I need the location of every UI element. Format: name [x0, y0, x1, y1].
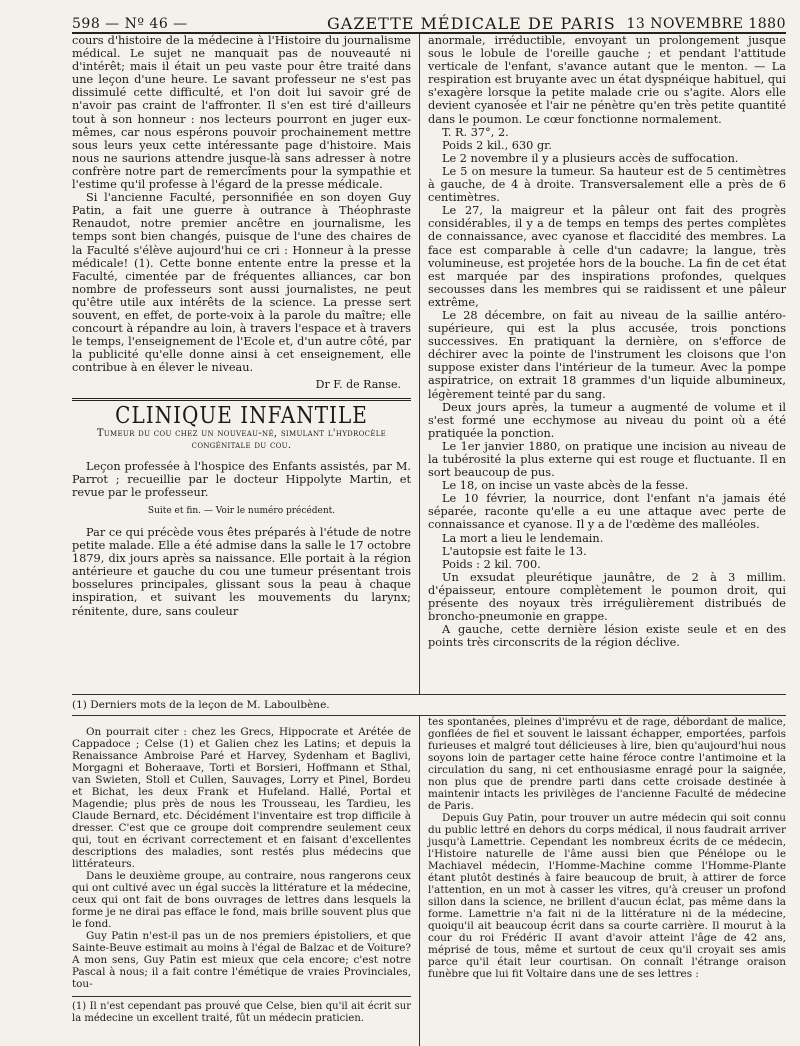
paragraph: La mort a lieu le lendemain. [442, 531, 604, 545]
upper-right-column [420, 34, 786, 694]
paragraph: Un exsudat pleurétique jaunâtre, de 2 à 3 millim. d'épaisseur, entoure complètement le poumon droit, qui présente des noyaux très irrégulièrement distribués de broncho-pneumonie en grappe. [428, 570, 786, 624]
paragraph: Le 1er janvier 1880, on pratique une incision au niveau de la tubérosité la plus externe qui est rouge et fluctuante. Il en sort beaucoup de pus. [428, 439, 786, 480]
paragraph: cours d'histoire de la médecine à l'Histoire du journalisme médical. Le sujet ne manquait pas de nouveauté ni d'intérêt; mais il était un peu vaste pour être traité dans une leçon d'une heure. Le savant professeur ne s'est pas dissimulé cette difficulté, et l'on doit lui savoir gré de n'avoir pas craint de l'affronter. Il s'en est tiré d'ailleurs tout à son honneur : nos lecteurs pourront en juger eux-mêmes, car nous espérons pouvoir prochainement mettre sous leurs yeux cette intéressante page d'histoire. Mais nous ne saurions attendre jusque-là sans adresser à notre confrère notre part de remercîments pour la sympathie et l'estime qu'il professe à l'égard de la presse médicale. [72, 34, 411, 192]
paragraph: Le 28 décembre, on fait au niveau de la saillie antéro-supérieure, qui est la plus accusée, trois ponctions successives. En pratiquant la dernière, on s'efforce de déchirer avec la pointe de l'instrument les cloisons que l'on suppose exister dans l'intérieur de la tumeur. Avec la pompe aspiratrice, on extrait 18 grammes d'un liquide albumineux, légèrement teinté par du sang. [428, 308, 786, 401]
paragraph: tes spontanées, pleines d'imprévu et de rage, débordant de malice, gonflées de fiel et souvent le laissant échapper, emportées, parfois furieuses et malgré tout délicieuses à lire, bien qu'aujourd'hui nous soyons loin de partager cette haine féroce contre l'antimoine et la circulation du sang, ni cet enthousiasme enragé pour la saignée, non plus que de prendre parti dans cette croisade destinée à maintenir intacts les privilèges de l'ancienne Faculté de médecine de Paris. [428, 716, 786, 812]
paragraph: T. R. 37°, 2. [442, 125, 509, 139]
paragraph: Poids : 2 kil. 700. [442, 557, 541, 571]
paragraph: Le 2 novembre il y a plusieurs accès de suffocation. [442, 151, 739, 165]
paragraph: Si l'ancienne Faculté, personnifiée en son doyen Guy Patin, a fait une guerre à outrance à Théophraste Renaudot, notre premier ancêtre en journalisme, les temps sont bien changés, puisque de l'une des chaires de la Faculté s'élève aujourd'hui ce cri : Honneur à la presse médicale! (1). Cette bonne entente entre la presse et la Faculté, cimentée par de fréquentes alliances, car bon nombre de professeurs sont aussi journalistes, ne peut qu'être utile aux intérêts de la science. La presse sert souvent, en effet, de porte-voix à la parole du maître; elle concourt à répandre au loin, à travers l'espace et à travers le temps, l'enseignement de l'Ecole et, d'un autre côté, par la publicité qu'elle donne ainsi à cet enseignement, elle contribue à en élever le niveau. [72, 191, 411, 375]
paragraph: Le 27, la maigreur et la pâleur ont fait des progrès considérables, il y a de temps en temps des pertes complètes de connaissance, avec cyanose et flaccidité des membres. La face est comparable à celle d'un cadavre; la langue, très volumineuse, est projetée hors de la bouche. La fin de cet état est marquée par des inspirations profondes, quelques secousses dans les membres qui se raidissent et une pâleur extrême, [428, 204, 786, 309]
article-subtitle: Tumeur du cou chez un nouveau-né, simulant l'hydrocèle congénitale du cou. [96, 427, 387, 451]
footnote: (1) Il n'est cependant pas prouvé que Celse, bien qu'il ait écrit sur la médecine un excellent traité, fût un médecin praticien. [72, 996, 411, 1025]
paragraph: Le 10 février, la nourrice, dont l'enfant n'a jamais été séparée, raconte qu'elle a eu une attaque avec perte de connaissance et cyanose. Il y a de l'œdème des malléoles. [428, 492, 786, 532]
paragraph: Deux jours après, la tumeur a augmenté de volume et il s'est formé une ecchymose au niveau du point où a été pratiquée la ponction. [428, 400, 786, 440]
paragraph: A gauche, cette dernière lésion existe seule et en des points très circonscrits de la région déclive. [428, 623, 786, 650]
paragraph: anormale, irréductible, envoyant un prolongement jusque sous le lobule de l'oreille gauche ; et pendant l'attitude verticale de l'enfant, s'avance autant que le menton. — La respiration est bruyante avec un état dyspnéique habituel, qui s'exagère lorsque la petite malade crie ou s'agite. Alors elle devient cyanosée et l'air ne pénètre qu'en très petite quantité dans le poumon. Le cœur fonctionne normalement. [428, 34, 786, 126]
footnote: (1) Derniers mots de la leçon de M. Laboulbène. [72, 695, 786, 716]
section-title: CLINIQUE INFANTILE [115, 400, 368, 429]
lower-right-column [420, 716, 786, 1046]
paragraph: Le 18, on incise un vaste abcès de la fesse. [442, 479, 689, 493]
upper-section [72, 34, 786, 695]
upper-left-column [72, 34, 420, 694]
author-signature: Dr F. de Ranse. [315, 378, 401, 392]
lower-left-column [72, 716, 420, 1046]
paragraph: Poids 2 kil., 630 gr. [442, 138, 552, 152]
journal-title: GAZETTE MÉDICALE DE PARIS [327, 14, 616, 33]
paragraph: L'autopsie est faite le 13. [442, 544, 587, 558]
paragraph: Depuis Guy Patin, pour trouver un autre médecin qui soit connu du public lettré en dehors du corps médical, il nous faudrait arriver jusqu'à Lamettrie. Cependant les nombreux écrits de ce médecin, l'Histoire naturelle de l'âme aussi bien que Pénélope ou le Machiavel médecin, l'Homme-Machine comme l'Homme-Plante étant plutôt destinés à faire beaucoup de bruit, à attirer de force l'attention, en un mot à casser les vitres, qu'à creuser un profond sillon dans la science, ne brillent d'aucun éclat, pas même dans la forme. Lamettrie n'a fait ni de la littérature ni de la médecine, quoiqu'il ait beaucoup écrit dans sa courte carrière. Il mourut à la cour du roi Frédéric II avant d'avoir atteint l'âge de 42 ans, méprisé de tous, même et surtout de ceux qu'il croyait ses amis parce qu'il était leur courtisan. On connaît l'étrange oraison funèbre que lui fit Voltaire dans une de ses lettres : [428, 812, 786, 980]
section-divider [72, 398, 411, 401]
lower-section [72, 716, 786, 1046]
paragraph: Guy Patin n'est-il pas un de nos premiers épistoliers, et que Sainte-Beuve estimait au moins à l'égal de Balzac et de Voiture? A mon sens, Guy Patin est mieux que cela encore; c'est notre Pascal à nous; il a fait contre l'émétique de vraies Provinciales, tou- [72, 930, 411, 990]
paragraph: On pourrait citer : chez les Grecs, Hippocrate et Arétée de Cappadoce ; Celse (1) et Galien chez les Latins; et depuis la Renaissance Ambroise Paré et Harvey, Sydenham et Baglivi, Morgagni et Boheraave, Torti et Borsieri, Hoffmann et Sthal, van Swieten, Stoll et Cullen, Sauvages, Lorry et Pinel, Bordeu et Bichat, les deux Frank et Hufeland. Hallé, Portal et Magendie; plus près de nous les Trousseau, les Tardieu, les Claude Bernard, etc. Décidément l'inventaire est trop difficile à dresser. C'est que ce groupe doit comprendre seulement ceux qui, tout en écrivant correctement et en faisant d'excellentes descriptions des maladies, sont restés plus médecins que littérateurs. [72, 726, 411, 870]
paragraph: Par ce qui précède vous êtes préparés à l'étude de notre petite malade. Elle a été admise dans la salle le 17 octobre 1879, dix jours après sa naissance. Elle portait à la région antérieure et gauche du cou une tumeur présentant trois bosselures principales, glissant sous la peau à chaque inspiration, et suivant les mouvements du larynx; rénitente, dure, sans couleur [72, 526, 411, 618]
article-intro: Leçon professée à l'hospice des Enfants assistés, par M. Parrot ; recueillie par le docteur Hippolyte Martin, et revue par le professeur. [72, 459, 411, 499]
paragraph: Dans le deuxième groupe, au contraire, nous rangerons ceux qui ont cultivé avec un égal succès la littérature et la médecine, ceux qui ont fait de bons ouvrages de lettres dans lesquels la forme je ne dirai pas efface le fond, mais brille souvent plus que le fond. [72, 870, 411, 930]
page-header [72, 6, 786, 34]
page-number: 598 — Nº 46 — [72, 16, 188, 32]
continuation-note: Suite et fin. — Voir le numéro précédent. [147, 505, 336, 516]
issue-date: 13 NOVEMBRE 1880 [626, 16, 786, 32]
paragraph: Le 5 on mesure la tumeur. Sa hauteur est de 5 centimètres à gauche, de 4 à droite. Transversalement elle a près de 6 centimètres. [428, 164, 786, 205]
